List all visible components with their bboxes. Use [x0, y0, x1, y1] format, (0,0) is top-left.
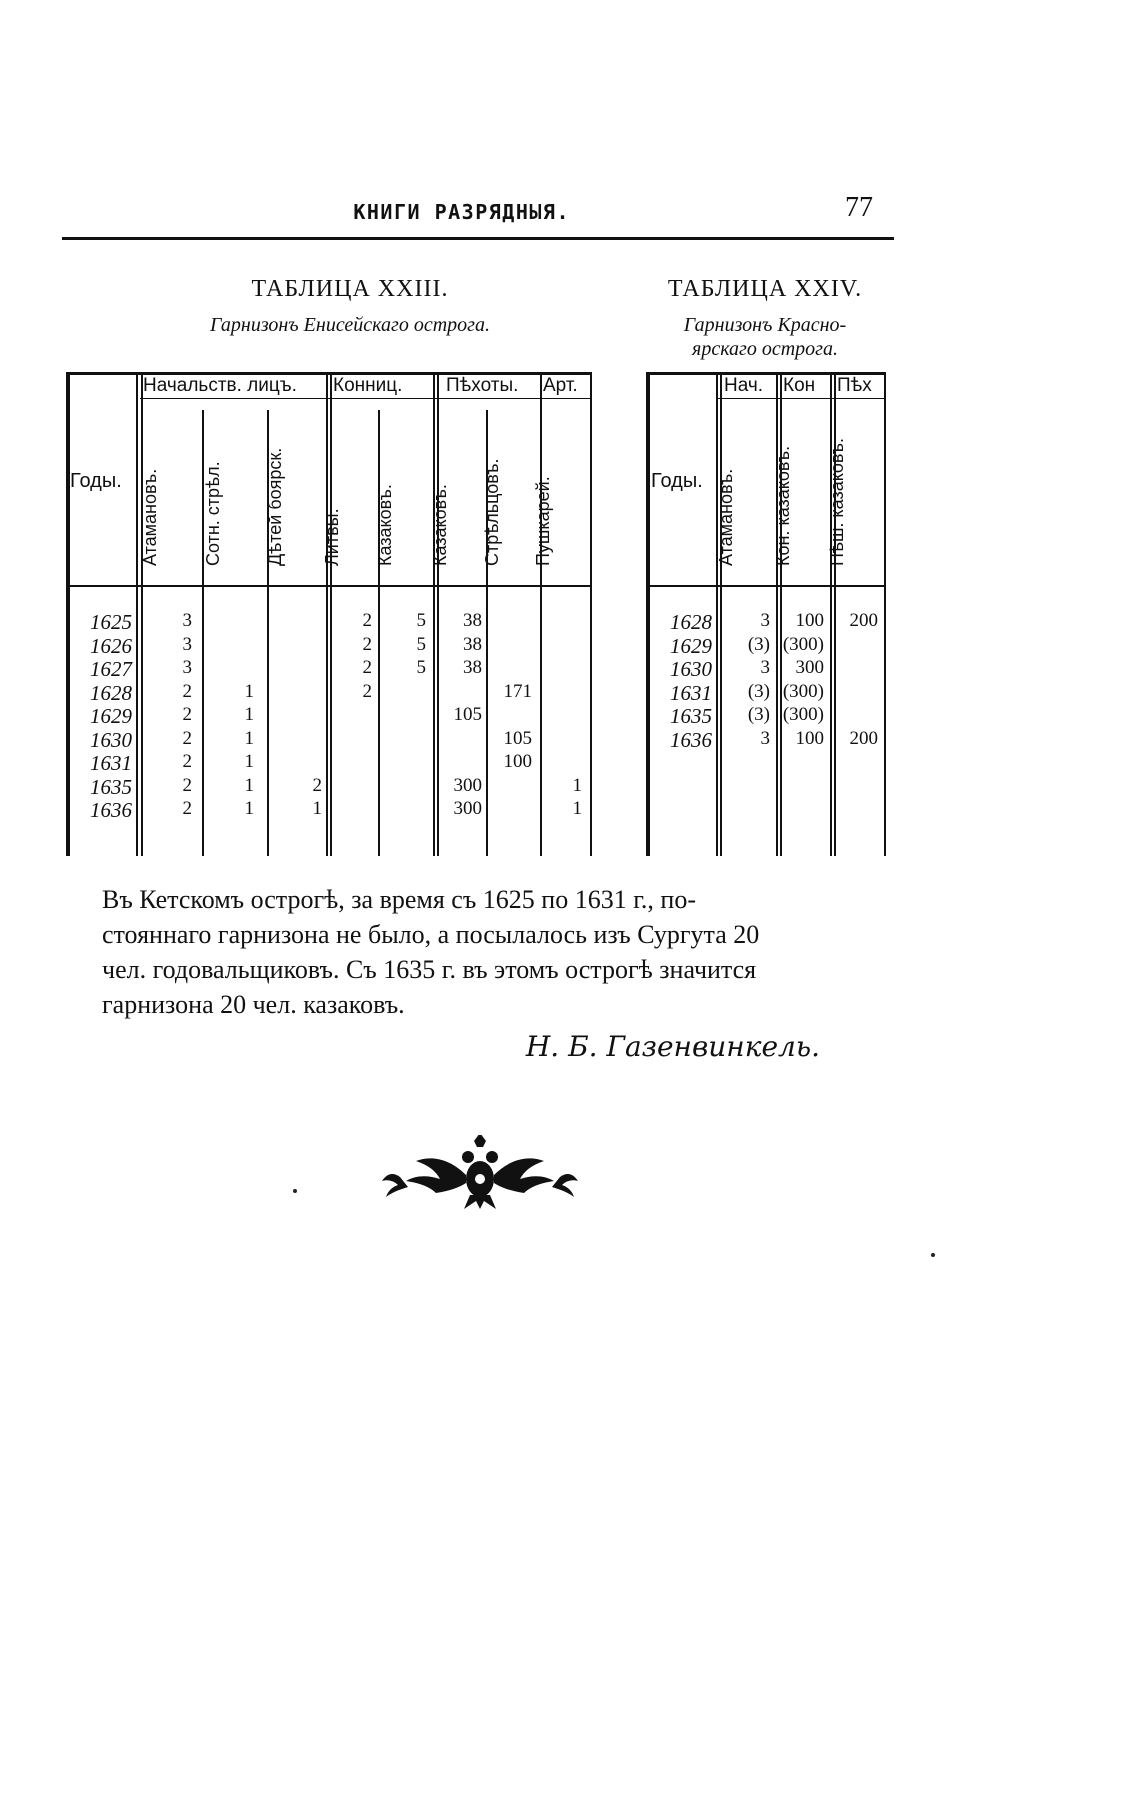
paragraph-line: Въ Кетскомъ острогѣ, за время съ 1625 по 1631 г., по- — [102, 885, 697, 914]
table23-cell: 2 — [362, 633, 372, 655]
table23-cell: 1 — [244, 798, 254, 819]
header-rule — [62, 237, 894, 240]
table23-year-cell: 1630 — [90, 727, 132, 752]
table23-cell: 2 — [182, 751, 192, 772]
table23-cell: 105 — [503, 727, 532, 749]
table23-cell: 3 — [182, 633, 192, 655]
table24-cell: (300) — [782, 680, 824, 702]
table24-cell: 200 — [849, 610, 878, 631]
table23-years-label: Годы. — [70, 470, 122, 492]
table23-cell: 1 — [572, 798, 582, 819]
table23-cell: 2 — [182, 727, 192, 749]
table24-cell: 3 — [760, 727, 770, 749]
table24-year-cell: 1631 — [670, 680, 712, 705]
table23-year-cell: 1635 — [90, 774, 132, 799]
table24-subtitle-line1: Гарнизонъ Красно- — [683, 314, 847, 336]
table24-cell: 3 — [760, 610, 770, 631]
table24-group-officers: Нач. — [724, 375, 764, 396]
table24-cell: (3) — [747, 704, 770, 725]
table23-group-infantry: Пѣхоты. — [446, 375, 519, 396]
table23-year-cell: 1629 — [90, 704, 132, 728]
table23-col-streltsy: Стрѣльцовъ. — [482, 458, 502, 566]
table24-cell: 100 — [795, 727, 824, 749]
table24-year-cell: 1630 — [670, 657, 712, 681]
table23-col-inf-cossacks: Казаковъ. — [430, 484, 450, 566]
table23-cell: 2 — [182, 774, 192, 796]
table23-cell: 5 — [416, 610, 426, 631]
author-signature: Н. Б. Газенвинкель. — [525, 1030, 820, 1063]
table23-cell: 38 — [463, 633, 482, 655]
table24-cell: 100 — [795, 610, 824, 631]
table24-group-cavalry: Кон — [783, 375, 816, 396]
table24-cell: 300 — [795, 657, 824, 678]
table23-cell: 3 — [182, 610, 192, 631]
table24-year-cell: 1629 — [670, 633, 712, 658]
table24-cell: 200 — [849, 727, 878, 749]
table23-col-cav-cossacks: Казаковъ. — [375, 484, 395, 566]
scan-speck — [293, 1189, 297, 1193]
table24-col-atamans: Атамановъ. — [716, 468, 736, 566]
table23-cell: 300 — [453, 774, 482, 796]
table24-cell: (3) — [747, 633, 770, 655]
table23-cell: 2 — [362, 610, 372, 631]
table23-col-lithuanians: Литвы. — [322, 508, 342, 566]
table23-cell: 1 — [312, 798, 322, 819]
paragraph-line: стояннаго гарнизона не было, а посылалось изъ Сургута 20 — [102, 920, 760, 949]
table23-cell: 1 — [244, 680, 254, 702]
eagle-ornament-icon — [380, 1135, 580, 1210]
table23-cell: 38 — [463, 657, 482, 678]
table24-cell: (300) — [782, 633, 824, 655]
table23-cell: 2 — [182, 798, 192, 819]
table24-caption: ТАБЛИЦА XXIV. — [667, 276, 863, 302]
body-paragraph — [102, 882, 892, 1022]
table23-group-officers: Начальств. лицъ. — [143, 375, 297, 396]
table23-cell: 2 — [362, 657, 372, 678]
table23-col-gunners: Пушкарей. — [533, 476, 553, 566]
table23-cell: 1 — [244, 704, 254, 725]
table23-cell: 171 — [503, 680, 532, 702]
table23-subtitle: Гарнизонъ Енисейскаго острога. — [210, 314, 490, 336]
table23-cell: 5 — [416, 633, 426, 655]
table24-year-cell: 1628 — [670, 610, 712, 634]
table23-cell: 3 — [182, 657, 192, 678]
paragraph-line: гарнизона 20 чел. казаковъ. — [102, 990, 405, 1019]
table24-cell: 3 — [760, 657, 770, 678]
table23-col-boyar-children: Дѣтей боярск. — [265, 447, 285, 566]
table23-cell: 2 — [182, 704, 192, 725]
table23-year-cell: 1625 — [90, 610, 132, 634]
table24-subtitle-line2: ярскаго острога. — [692, 338, 838, 360]
table23-cell: 300 — [453, 798, 482, 819]
table23-cell: 105 — [453, 704, 482, 725]
table23-cell: 2 — [362, 680, 372, 702]
table24-year-cell: 1636 — [670, 727, 712, 752]
table24-cell: (300) — [782, 704, 824, 725]
table23-cell: 5 — [416, 657, 426, 678]
table23-cell: 2 — [182, 680, 192, 702]
table23-cell: 38 — [463, 610, 482, 631]
running-header-title: КНИГИ РАЗРЯДНЫЯ. — [353, 200, 570, 224]
page-number: 77 — [845, 192, 873, 223]
table24-year-cell: 1635 — [670, 704, 712, 728]
table24-group-infantry: Пѣх — [837, 375, 872, 396]
table23-year-cell: 1631 — [90, 751, 132, 775]
table23-cell: 2 — [312, 774, 322, 796]
table23-year-cell: 1628 — [90, 680, 132, 705]
table24-years-label: Годы. — [651, 470, 703, 492]
table24-col-inf-cossacks: Пѣш. казаковъ. — [827, 437, 847, 566]
table23-col-sotn-strel: Сотн. стрѣл. — [203, 461, 223, 566]
table23-caption: ТАБЛИЦА XXIII. — [251, 276, 449, 302]
table23-year-cell: 1636 — [90, 798, 132, 822]
table23-col-atamans: Атамановъ. — [140, 468, 160, 566]
paragraph-line: чел. годовальщиковъ. Съ 1635 г. въ этомъ острогѣ значится — [102, 955, 757, 984]
scan-speck — [931, 1253, 935, 1257]
table23-year-cell: 1627 — [90, 657, 132, 681]
table23-cell: 100 — [503, 751, 532, 772]
table23-group-artillery: Арт. — [543, 375, 578, 396]
table23-cell: 1 — [244, 727, 254, 749]
table23-cell: 1 — [244, 774, 254, 796]
table23-cell: 1 — [572, 774, 582, 796]
table23-year-cell: 1626 — [90, 633, 132, 658]
table23-cell: 1 — [244, 751, 254, 772]
table23-group-cavalry: Конниц. — [333, 375, 403, 396]
table24-col-cav-cossacks: Кон. казаковъ. — [773, 445, 793, 566]
table24-cell: (3) — [747, 680, 770, 702]
